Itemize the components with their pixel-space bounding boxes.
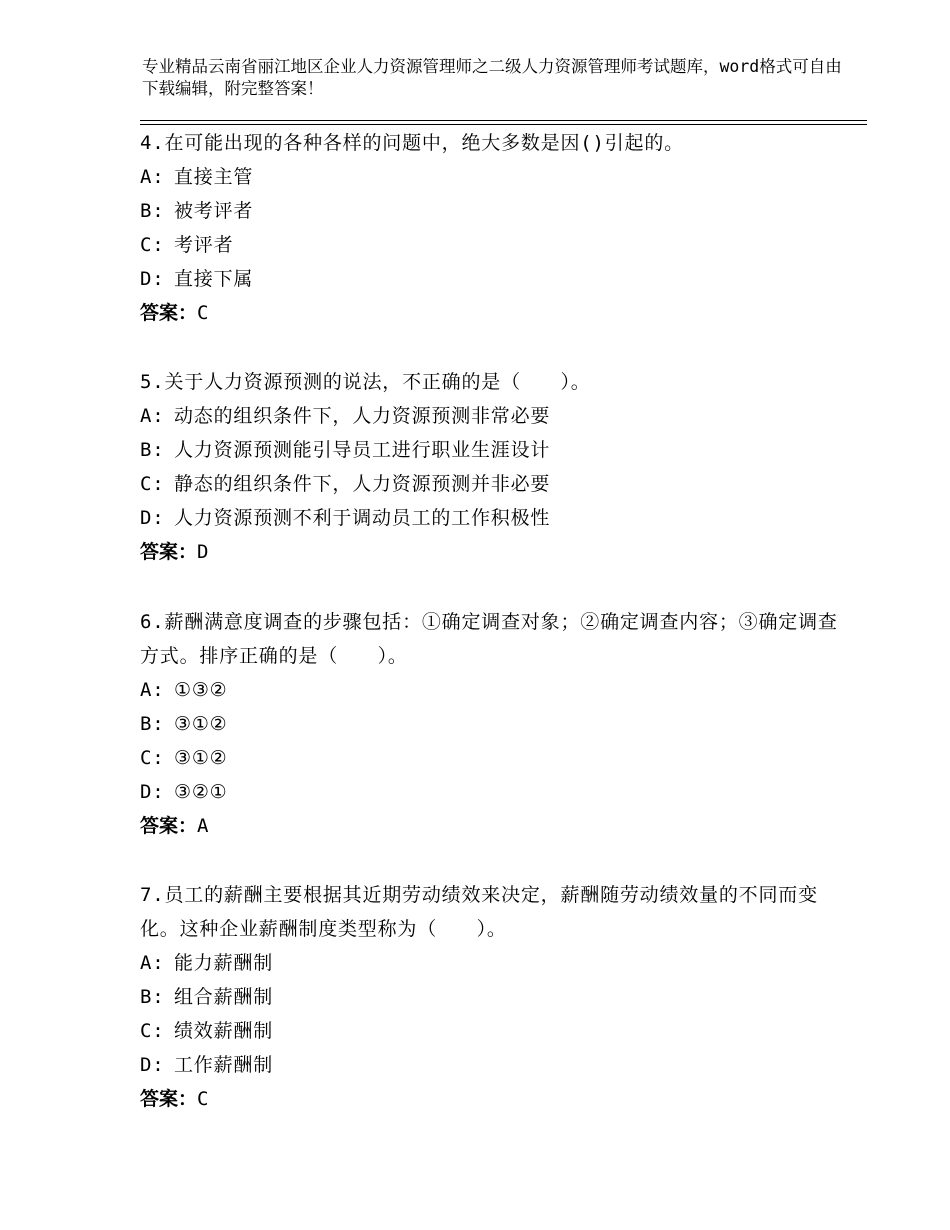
question-stem: 7.员工的薪酬主要根据其近期劳动绩效来决定，薪酬随劳动绩效量的不同而变化。这种企业薪酬制度类型称为（ ）。 <box>140 884 818 940</box>
option-c <box>140 741 840 775</box>
option-text: 直接下属 <box>174 268 254 290</box>
question-stem: 6.薪酬满意度调查的步骤包括：①确定调查对象；②确定调查内容；③确定调查方式。排序正确的是（ ）。 <box>140 611 838 667</box>
answer-line <box>140 1082 840 1116</box>
option-letter: C: <box>140 473 165 495</box>
option-text: 直接主管 <box>174 166 254 188</box>
option-letter: A: <box>140 405 165 427</box>
option-b <box>140 707 840 741</box>
question-stem: 4.在可能出现的各种各样的问题中，绝大多数是因()引起的。 <box>140 132 684 154</box>
answer-line <box>140 296 840 330</box>
answer-label: 答案： <box>140 815 198 837</box>
option-letter: A: <box>140 166 165 188</box>
option-b <box>140 980 840 1014</box>
option-d <box>140 501 840 535</box>
option-a <box>140 160 840 194</box>
question-block <box>140 126 840 330</box>
option-text: 动态的组织条件下，人力资源预测非常必要 <box>174 405 551 427</box>
answer-label: 答案： <box>140 1088 198 1110</box>
option-d <box>140 775 840 809</box>
option-text: 被考评者 <box>174 200 254 222</box>
answer-label: 答案： <box>140 302 198 324</box>
option-a <box>140 399 840 433</box>
option-text: 人力资源预测不利于调动员工的工作积极性 <box>174 507 551 529</box>
page-header <box>142 56 842 100</box>
answer-value: D <box>197 541 209 563</box>
option-letter: C: <box>140 747 165 769</box>
option-c <box>140 467 840 501</box>
option-text: ③①② <box>174 747 228 769</box>
answer-value: C <box>197 1088 209 1110</box>
answer-value: A <box>197 815 209 837</box>
option-text: 考评者 <box>174 234 234 256</box>
option-letter: D: <box>140 268 165 290</box>
option-letter: B: <box>140 713 165 735</box>
option-letter: D: <box>140 781 165 803</box>
option-letter: C: <box>140 234 165 256</box>
option-a <box>140 673 840 707</box>
option-text: 能力薪酬制 <box>174 952 274 974</box>
question-stem: 5.关于人力资源预测的说法，不正确的是（ ）。 <box>140 371 591 393</box>
option-text: ③①② <box>174 713 228 735</box>
option-text: ①③② <box>174 679 228 701</box>
option-c <box>140 228 840 262</box>
option-d <box>140 1048 840 1082</box>
document-title: 专业精品云南省丽江地区企业人力资源管理师之二级人力资源管理师考试题库，word格式可自由下载编辑，附完整答案！ <box>142 57 842 98</box>
option-text: 组合薪酬制 <box>174 986 274 1008</box>
answer-line <box>140 535 840 569</box>
question-block <box>140 605 840 843</box>
option-text: 静态的组织条件下，人力资源预测并非必要 <box>174 473 551 495</box>
option-letter: A: <box>140 952 165 974</box>
option-text: ③②① <box>174 781 228 803</box>
option-letter: A: <box>140 679 165 701</box>
option-text: 绩效薪酬制 <box>174 1020 274 1042</box>
option-letter: B: <box>140 439 165 461</box>
option-letter: B: <box>140 986 165 1008</box>
answer-value: C <box>197 302 209 324</box>
option-letter: D: <box>140 1054 165 1076</box>
question-block <box>140 365 840 569</box>
option-letter: C: <box>140 1020 165 1042</box>
answer-line <box>140 809 840 843</box>
option-b <box>140 433 840 467</box>
option-text: 人力资源预测能引导员工进行职业生涯设计 <box>174 439 551 461</box>
option-c <box>140 1014 840 1048</box>
answer-label: 答案： <box>140 541 198 563</box>
option-d <box>140 262 840 296</box>
option-b <box>140 194 840 228</box>
option-a <box>140 946 840 980</box>
option-text: 工作薪酬制 <box>174 1054 274 1076</box>
header-divider <box>140 120 867 125</box>
question-block <box>140 878 840 1116</box>
option-letter: D: <box>140 507 165 529</box>
option-letter: B: <box>140 200 165 222</box>
